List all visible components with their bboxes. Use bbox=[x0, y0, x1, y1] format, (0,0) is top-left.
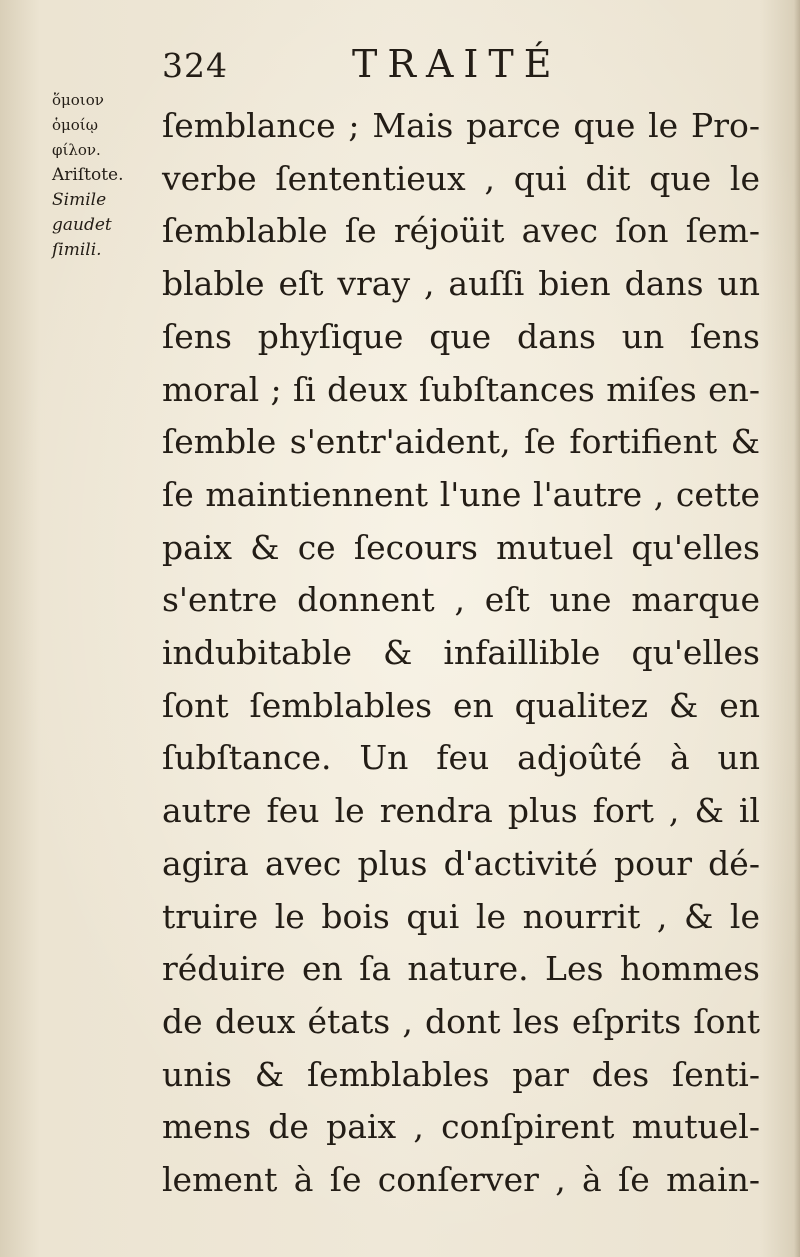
text-line: paix & ce ſecours mutuel qu'elles bbox=[162, 527, 760, 567]
text-line: lement à ſe conſerver , à ſe main- bbox=[162, 1160, 760, 1200]
text-line: indubitable & infaillible qu'elles bbox=[162, 633, 760, 673]
text-line: ſont ſemblables en qualitez & en bbox=[162, 685, 760, 725]
text-line: réduire en ſa nature. Les hommes bbox=[162, 949, 760, 989]
text-line: truire le bois qui le nourrit , & le bbox=[162, 896, 760, 936]
text-line: verbe ſententieux , qui dit que le bbox=[162, 158, 760, 198]
text-line: ſe maintiennent l'une l'autre , cette bbox=[162, 474, 760, 514]
margin-notes bbox=[52, 88, 156, 263]
text-line: ſemblance ; Mais parce que le Pro- bbox=[162, 106, 760, 145]
page-number: 324 bbox=[162, 46, 228, 85]
page-header bbox=[162, 40, 642, 90]
margin-note-line: Ariſtote. bbox=[52, 165, 124, 185]
text-line: blable eſt vray , auſſi bien dans un bbox=[162, 264, 760, 304]
margin-note-line: ὁμοίῳ bbox=[52, 116, 98, 134]
text-line: ſemblable ſe réjoüit avec ſon ſem- bbox=[162, 211, 760, 251]
text-line: moral ; ſi deux ſubſtances miſes en- bbox=[162, 369, 760, 409]
margin-note-line: gaudet bbox=[52, 215, 112, 235]
text-line: ſemble s'entr'aident, ſe fortifient & bbox=[162, 422, 760, 462]
text-line: unis & ſemblables par des ſenti- bbox=[162, 1054, 760, 1094]
running-title: TRAITÉ bbox=[352, 42, 562, 86]
margin-note-line: ſimili. bbox=[52, 240, 102, 260]
text-line: mens de paix , conſpirent mutuel- bbox=[162, 1107, 760, 1147]
margin-note-line: φίλον. bbox=[52, 141, 101, 159]
margin-note-line: ὅμοιον bbox=[52, 91, 104, 109]
text-line: autre feu le rendra plus fort , & il bbox=[162, 791, 760, 831]
text-line: ſubſtance. Un feu adjoûté à un bbox=[162, 738, 760, 778]
body-text bbox=[162, 100, 760, 1207]
text-line: s'entre donnent , eſt une marque bbox=[162, 580, 760, 620]
page-edge-shadow bbox=[794, 0, 800, 1257]
text-line: ſens phyſique que dans un ſens bbox=[162, 316, 760, 356]
margin-note-line: Simile bbox=[52, 190, 107, 210]
text-line: agira avec plus d'activité pour dé- bbox=[162, 843, 760, 883]
text-line: de deux états , dont les eſprits ſont bbox=[162, 1001, 760, 1041]
